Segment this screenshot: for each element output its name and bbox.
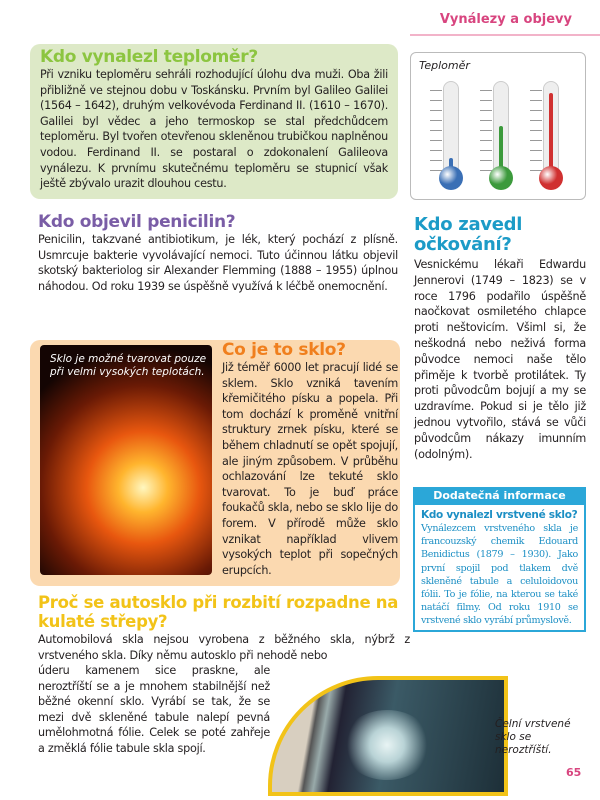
scale-tick	[530, 160, 542, 161]
scale-tick	[430, 110, 442, 111]
scale-tick	[530, 110, 542, 111]
glass-text: Již téměř 6000 let pracují lidé se sklem. Sklo vzniká tavením křemičitého písku a popela. Při tom dochází k proměně vnitřní struktury zrnek písku, které se během chladnutí se opět spojují, ale jiným způsobem. V průběhu ochlazování lze tekuté sklo tvarovat. To je buď práce foukačů skla, nebo se sklo lije do forem. V přírodě může sklo vznikat například vlivem vysokých teplot při sopečných erupcích.	[222, 361, 398, 577]
scale-tick	[480, 170, 492, 171]
scale-tick	[480, 100, 492, 101]
thermometer-icon	[543, 81, 559, 181]
scale-tick	[430, 140, 442, 141]
glass-heading: Co je to sklo?	[222, 340, 346, 360]
scale-tick	[430, 170, 442, 171]
scale-tick	[480, 150, 492, 151]
glass-section	[222, 341, 398, 578]
scale-tick	[480, 140, 492, 141]
scale-tick	[530, 140, 542, 141]
windshield-heading: Proč se autosklo při rozbití rozpadne na kulaté střepy?	[38, 593, 399, 631]
thermometer-text: Při vzniku teploměru sehráli rozhodující úlohu dva muži. Oba žili přibližně ve stejnou dobu v Toskánsku. Prvním byl Galileo Galilei (1564 – 1642), druhým velkovévoda Ferdinand II. (1610 – 1670). Galilei byl vědec a jeho termoskop se stal předchůdcem teploměru. Byl tvořen otevřenou skleněnou trubičkou naplněnou vodou. Ferdinand II. se postaral o zdokonalení Galileova vynálezu. K prvnímu skutečnému teploměru se stupnicí však ještě zbývalo urazit dlouhou cestu.	[40, 68, 388, 191]
page-number: 65	[566, 766, 582, 779]
section-title: Vynálezy a objevy	[439, 12, 572, 27]
scale-tick	[480, 110, 492, 111]
info-box-text: Vynálezcem vrstveného skla je francouzský chemik Edouard Benidictus (1879 – 1930). Jako první spojil pod tlakem dvě skleněné tabule a celuloidovou fólii. To je fólie, na kterou se také natáčí filmy. Od roku 1910 se vrstvené sklo vyrábí průmyslově.	[421, 523, 578, 627]
info-box-header: Dodatečná informace	[415, 487, 584, 505]
header-divider	[410, 34, 600, 36]
thermometer-figure-label: Teploměr	[419, 59, 470, 72]
broken-windshield-photo	[268, 676, 508, 796]
thermometer-heading: Kdo vynalezl teploměr?	[40, 47, 258, 67]
windshield-text-continued: úderu kamenem sice praskne, ale neroztříští se a je mnohem stabilnější než běžné okenní sklo. Vyrábí se tak, že se mezi dvě skleněné tabule nalepí pevná umělohmotná fólie. Celek se poté zahřeje a změklá fólie tabule skla spojí.	[38, 664, 270, 755]
scale-tick	[480, 120, 492, 121]
scale-tick	[430, 100, 442, 101]
scale-tick	[430, 120, 442, 121]
photo-caption: Sklo je možné tvarovat pouze při velmi vysokých teplotách.	[50, 353, 207, 378]
scale-tick	[480, 90, 492, 91]
scale-tick	[430, 150, 442, 151]
scale-tick	[430, 90, 442, 91]
glassblowing-photo	[40, 345, 212, 575]
scale-tick	[430, 160, 442, 161]
thermometer-section	[30, 44, 398, 199]
thermometer-figure	[410, 52, 586, 200]
penicillin-heading: Kdo objevil penicilin?	[38, 212, 236, 232]
scale-tick	[530, 170, 542, 171]
penicillin-section	[38, 213, 398, 294]
scale-tick	[430, 130, 442, 131]
thermometer-icon	[443, 81, 459, 181]
windshield-section	[38, 593, 410, 631]
windshield-photo-caption: Čelní vrstvené sklo se neroztříští.	[495, 718, 571, 756]
thermometer-icon	[493, 81, 509, 181]
scale-tick	[530, 90, 542, 91]
scale-tick	[480, 160, 492, 161]
scale-tick	[480, 130, 492, 131]
scale-tick	[530, 150, 542, 151]
scale-tick	[530, 120, 542, 121]
windshield-text: Automobilová skla nejsou vyrobena z běžného skla, nýbrž z vrstveného skla. Díky němu autosklo při nehodě nebo	[38, 633, 410, 662]
vaccination-heading: Kdo zavedl očkování?	[414, 214, 523, 255]
scale-tick	[530, 100, 542, 101]
vaccination-text: Vesnickému lékaři Edwardu Jennerovi (1749 – 1823) se v roce 1796 podařilo úspěšně naočkovat osmiletého chlapce proti neštovicím. Všiml si, že neškodná nebo neživá forma původce nemoci naše tělo přiměje k tvorbě protilátek. Ty proti původcům bojují a my se uzdravíme. Pokud si je tělo již jednou vytvořilo, stává se vůči původcům nákazy imunním (odolným).	[414, 258, 586, 461]
info-box	[413, 487, 586, 632]
info-box-title: Kdo vynalezl vrstvené sklo?	[421, 509, 578, 521]
penicillin-text: Penicilin, takzvané antibiotikum, je lék, který pochází z plísně. Usmrcuje bakterie vyvolávající nemoci. Tuto účinnou látku objevil skotský bakteriolog sir Alexander Flemming (1888 – 1955) úplnou náhodou. Od roku 1939 se úspěšně využívá k léčbě onemocnění.	[38, 233, 398, 293]
vaccination-section	[414, 215, 586, 462]
scale-tick	[530, 130, 542, 131]
